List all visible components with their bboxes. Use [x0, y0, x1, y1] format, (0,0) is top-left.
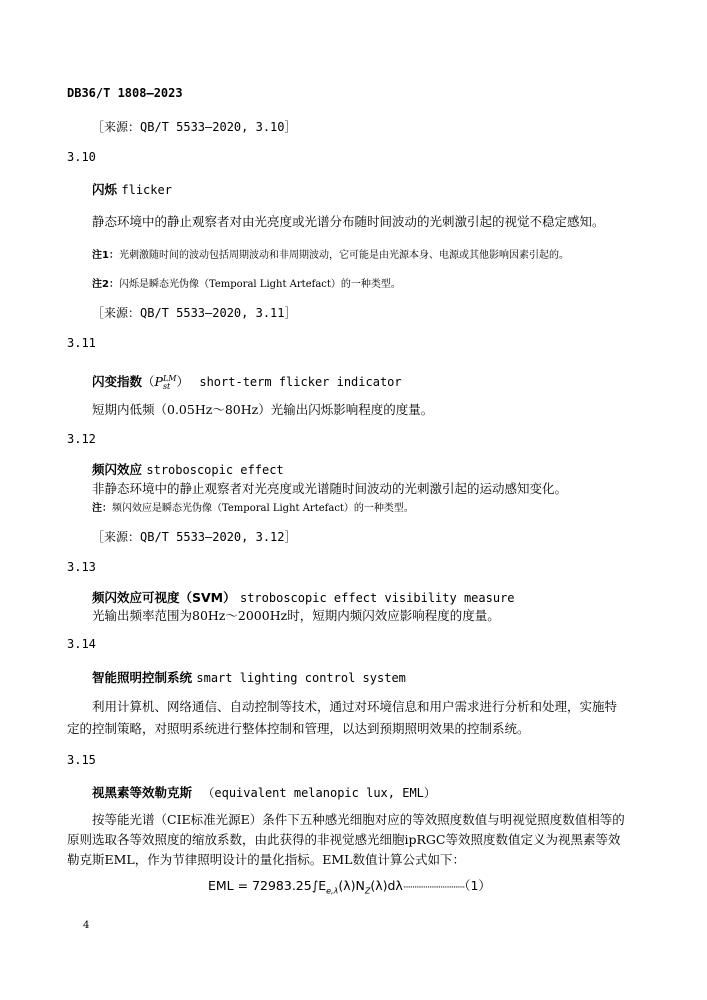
clause-number-3-11: 3.11	[67, 336, 96, 350]
term-3-12	[92, 460, 284, 478]
note-text: 闪烁是瞬态光伪像（Temporal Light Artefact）的一种类型。	[118, 279, 401, 290]
term-cn: 智能照明控制系统	[92, 670, 193, 685]
formula-leader-dots: ·································	[402, 883, 465, 893]
term-en: smart lighting control system	[196, 671, 406, 685]
formula-subscript: e,λ	[326, 886, 339, 896]
note-label: 注1：	[92, 250, 119, 261]
clause-number-3-10: 3.10	[67, 150, 96, 164]
definition-3-14: 利用计算机、网络通信、自动控制等技术，通过对环境信息和用户需求进行分析和处理，实施特定的控制策略，对照明系统进行整体控制和管理，以达到预期照明效果的控制系统。	[67, 699, 618, 736]
clause-number-3-14: 3.14	[67, 637, 96, 651]
paren-open: （	[142, 374, 155, 389]
page-number: 4	[83, 920, 90, 931]
source-ref-3-12: ［来源：QB/T 5533—2020, 3.12］	[92, 530, 297, 544]
note2-3-10	[92, 275, 401, 290]
source-ref-3-9: ［来源：QB/T 5533—2020, 3.10］	[92, 120, 297, 134]
term-en: （equivalent melanopic lux, EML）	[202, 786, 436, 800]
formula-number: （1）	[464, 878, 491, 893]
symbol-subscript: st	[162, 381, 171, 391]
source-ref-3-10: ［来源：QB/T 5533—2020, 3.11］	[92, 306, 297, 320]
note-3-12	[92, 499, 414, 514]
clause-number-3-13: 3.13	[67, 560, 96, 574]
definition-3-10: 静态环境中的静止观察者对由光亮度或光谱分布随时间波动的光刺激引起的视觉不稳定感知。	[92, 214, 605, 229]
term-en: flicker	[121, 183, 172, 197]
clause-number-3-12: 3.12	[67, 432, 96, 446]
term-cn: 频闪效应	[92, 462, 143, 477]
term-3-15	[92, 783, 436, 801]
term-cn: 视黑素等效勒克斯	[92, 785, 193, 800]
term-3-11	[92, 372, 402, 391]
term-3-10	[92, 180, 172, 198]
formula-subscript-z: Z	[364, 886, 371, 896]
term-cn: 闪烁	[92, 182, 118, 197]
clause-number-3-15: 3.15	[67, 753, 96, 767]
term-cn: 频闪效应可视度（SVM）	[92, 590, 236, 605]
definition-3-12: 非静态环境中的静止观察者对光亮度或光谱随时间波动的光刺激引起的运动感知变化。	[92, 481, 568, 496]
definition-3-13: 光输出频率范围为80Hz～2000Hz时，短期内频闪效应影响程度的度量。	[92, 608, 500, 623]
note-label: 注2：	[92, 279, 119, 290]
definition-3-11: 短期内低频（0.05Hz～80Hz）光输出闪烁影响程度的度量。	[92, 402, 434, 417]
term-en: short-term flicker indicator	[199, 375, 402, 389]
term-3-13	[92, 588, 515, 606]
note-label: 注：	[92, 503, 112, 514]
document-code: DB36/T 1808—2023	[67, 86, 183, 100]
term-cn: 闪变指数	[92, 374, 143, 389]
term-3-14	[92, 668, 406, 686]
term-en: stroboscopic effect visibility measure	[239, 591, 515, 605]
note1-3-10	[92, 246, 569, 261]
note-text: 频闪效应是瞬态光伪像（Temporal Light Artefact）的一种类型。	[112, 503, 414, 514]
eml-formula: EML = $72983.25\int E_{e,\lambda}(\lambda)N_Z(\lambda)d\lambda\cdot\cdot\cdot\cdot\cdot\cdot\cdot\cdot\cdot\cdot\cdot\cdot\cdot\cdot\cdot\cdot\cdot\cdot\cdot\cdot\cdot\cdot\cdot\cdot\cdot\cdot\cdot\cdot\cdot\cdot\cdot\cdot\cdot(1)$	[208, 878, 491, 896]
symbol-superscript: LM	[162, 373, 177, 383]
definition-3-15: 按等能光谱（CIE标准光源E）条件下五种感光细胞对应的等效照度数值与明视觉照度数值相等的原则选取各等效照度的缩放系数，由此获得的非视觉感光细胞ipRGC等效照度数值定义为视黑素等效勒克斯EML，作为节律照明设计的量化指标。EML数值计算公式如下：	[67, 812, 625, 867]
flicker-symbol: P LM st	[154, 373, 177, 391]
term-en: stroboscopic effect	[146, 463, 284, 477]
paren-close: ）	[176, 374, 189, 389]
note-text: 光刺激随时间的波动包括周期波动和非周期波动，它可能是由光源本身、电源或其他影响因素引起的。	[118, 250, 569, 261]
